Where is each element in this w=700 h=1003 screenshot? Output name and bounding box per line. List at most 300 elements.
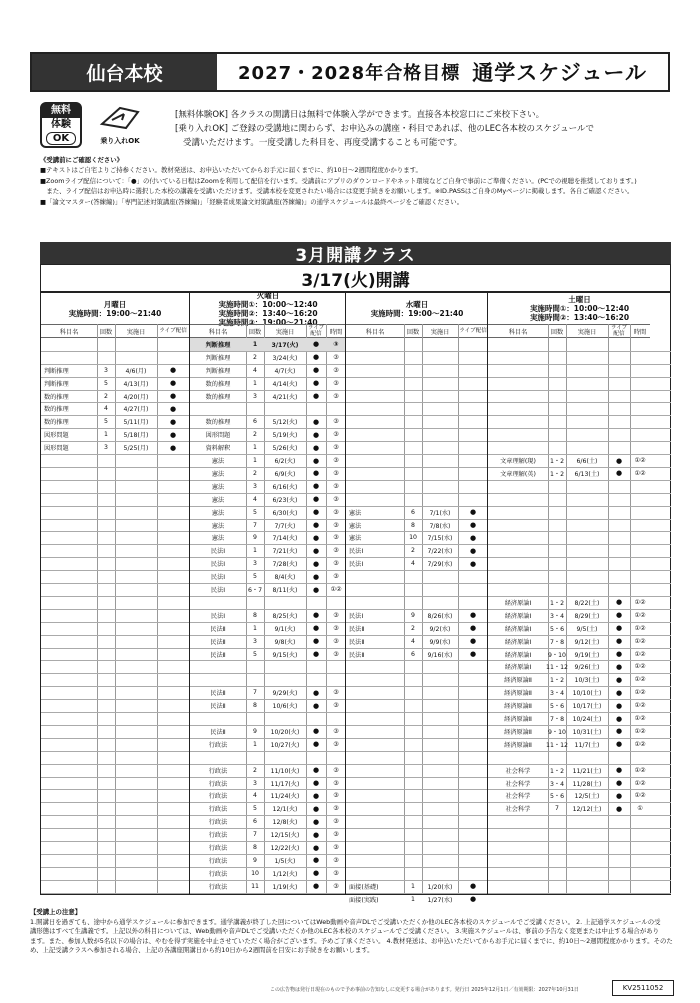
subject-name: 数的推理 [205,419,231,427]
time-slot-mark: ① [637,805,643,813]
live-mark: ● [306,338,326,351]
intro-line: [無料体験OK] 各クラスの開講日は無料で体験入学ができます。直接各本校窓口にご来校下さい。 [175,110,545,120]
schedule-row [41,415,189,428]
live-mark: ● [312,882,320,891]
live-mark: ● [615,637,623,646]
subject-name: 民法Ⅱ [210,638,226,646]
row-line [41,738,189,752]
subject-name: 文章理解(英) [500,470,536,478]
row-line [488,338,671,352]
session-count: 4 [253,366,257,374]
schedule-row [488,725,671,738]
live-mark: ● [312,456,320,465]
live-mark: ● [312,417,320,426]
schedule-row [190,725,346,738]
session-date: 7/22(水) [427,548,453,556]
row-line [41,828,189,842]
subject-name: 数的推理 [44,419,69,427]
session-date: 1/12(火) [272,870,298,878]
schedule-row [488,790,671,803]
live-mark: ● [312,637,320,646]
intro-line: [乗り入れOK] ご登録の受講地に関わらず、お申込みの講座・科目であれば、他のLEC各本校のスケジュールで [175,124,594,134]
subject-name: 憲法 [211,483,225,491]
schedule-row [346,635,488,648]
time-slot-mark: ①② [634,457,646,465]
row-line [346,673,488,687]
session-count: 3・4 [549,780,565,788]
session-date: 9/29(火) [272,690,298,698]
time-slot-mark: ①② [634,740,646,748]
row-line [41,351,189,365]
row-line [346,867,488,881]
row-line [41,583,189,597]
schedule-row [190,867,346,880]
time-slot-mark: ③ [333,444,339,452]
subject-name: 憲法 [349,522,362,530]
live-mark: ● [312,495,320,504]
row-line [346,790,488,804]
row-line [346,738,488,752]
day-name: 水曜日 [405,299,429,309]
day-header-monday [41,293,189,324]
schedule-row [488,764,671,777]
time-slot-mark: ①② [634,689,646,697]
time-slot-mark: ①② [634,598,646,606]
subject-name: 民法Ⅰ [210,612,226,620]
time-slot: 実施時間①：10:00～12:40 [218,299,318,309]
schedule-row [488,738,671,751]
session-date: 3/24(火) [272,354,298,362]
subject-name: 経済原論Ⅱ [504,728,532,736]
schedule-row [190,480,346,493]
time-slot-mark: ③ [333,392,339,400]
session-date: 4/20(月) [123,393,149,401]
row-line [346,441,488,455]
session-date: 9/8(火) [274,638,296,646]
subject-name: 民法Ⅱ [210,625,226,633]
subject-name: 文章理解(現) [500,458,536,466]
subject-name: 数的推理 [205,380,231,388]
schedule-row [190,854,346,867]
row-line [41,673,189,687]
session-count: 7 [253,689,257,697]
session-date: 11/17(火) [270,780,300,788]
time-slot: 実施時間②：13:40～16:20 [529,313,630,322]
subject-name: 数的推理 [44,406,69,414]
row-line [488,428,671,442]
session-date: 7/14(火) [272,535,298,543]
session-date: 11/28(土) [572,780,602,788]
row-line [488,493,671,507]
page-title [217,54,668,90]
document-code: KV2511052 [612,980,674,996]
subject-name: 民法Ⅱ [210,690,226,698]
subject-name: 憲法 [211,535,225,543]
session-count: 1 [411,895,415,903]
time-slot-mark: ③ [333,495,339,503]
schedule-row [190,699,346,712]
schedule-row [488,661,671,674]
footnote-line: め、上記受講クラスへ参加される場合、上記の各講座開講日から約10日から2週間前を目安にお手続きをお願いします。 [30,946,374,955]
time-slot-mark: ①② [634,469,646,477]
live-mark: ● [312,740,320,749]
row-line [41,519,189,533]
time-slot-mark: ③ [333,482,339,490]
subject-name: 面接(実践) [349,896,379,904]
time-slot-mark: ①② [330,586,342,594]
row-line [488,415,671,429]
schedule-row [346,544,488,557]
time-slot-mark: ③ [333,624,339,632]
time-slot-mark: ③ [333,366,339,374]
time-slot-mark: ①② [634,702,646,710]
row-line [41,635,189,649]
badge-free-line2: 体験 [51,119,71,130]
schedule-row [346,609,488,622]
column-header: 回数 [97,324,115,338]
subject-name: 行政法 [208,767,228,775]
time-slot-mark: ①② [634,676,646,684]
subject-name: 経済原論Ⅰ [504,612,532,620]
row-line [346,854,488,868]
subject-name: 資料解釈 [205,445,231,453]
session-count: 11 [251,882,259,890]
subject-name: 経済原論Ⅱ [504,741,532,749]
badge-free-line3: OK [46,132,76,145]
confirm-line: ■テキストはご自宅よりご持参ください。教材発送は、お申込いただいてからお手元に届くまでに、約10日～2週間程度かかります。 [40,166,422,175]
session-date: 8/26(水) [427,612,453,620]
session-date: 10/27(火) [270,741,300,749]
subject-name: 行政法 [208,832,228,840]
row-line [41,802,189,816]
time-slot-mark: ③ [333,573,339,581]
session-count: 9 [253,856,257,864]
column-header: 回数 [548,324,566,338]
day-name: 月曜日 [103,299,127,309]
row-line [346,712,488,726]
session-count: 9 [253,534,257,542]
row-line [488,815,671,829]
schedule-row [190,467,346,480]
schedule-row [488,454,671,467]
row-line [488,570,671,584]
live-mark: ● [312,869,320,878]
schedule-row [190,880,346,893]
live-mark: ● [615,624,623,633]
time-slot-mark: ③ [333,869,339,877]
time-slot-mark: ③ [333,379,339,387]
day-header-wednesday [346,293,488,324]
live-mark: ● [312,830,320,839]
session-date: 9/9(水) [429,638,451,646]
time-slot-mark: ③ [333,689,339,697]
row-line [346,802,488,816]
session-count: 3・4 [549,690,565,698]
session-count: 1 [253,547,257,555]
session-count: 4 [104,405,108,413]
schedule-row [488,686,671,699]
subject-name: 判断推理 [205,354,231,362]
schedule-row [190,519,346,532]
subject-name: 判断推理 [44,380,69,388]
session-date: 10/17(土) [572,703,602,711]
session-count: 4 [253,792,257,800]
row-line [488,403,671,417]
row-line [346,828,488,842]
live-mark: ● [469,611,477,620]
row-line [346,403,488,417]
session-count: 6 [253,418,257,426]
live-mark: ● [312,791,320,800]
live-mark: ● [169,366,177,375]
live-mark: ● [615,740,623,749]
live-mark: ● [469,533,477,542]
subject-name: 憲法 [349,535,362,543]
session-count: 3 [253,482,257,490]
schedule-row [190,777,346,790]
session-date: 11/24(火) [270,793,300,801]
session-date: 1/19(火) [272,883,298,891]
live-mark: ● [615,650,623,659]
schedule-row [41,377,189,390]
subject-name: 判断推理 [205,367,231,375]
live-mark: ● [312,611,320,620]
session-count: 1 [253,379,257,387]
live-mark: ● [312,804,320,813]
row-line [190,712,346,726]
session-date: 7/15(水) [427,535,453,543]
subject-name: 社会科学 [505,767,531,775]
confirm-line: また、ライブ配信はお申込時に選択した本校の講義を受講いただけます。受講本校を変更されたい場合には変更手続きをお願いします。※ID.PASSはご自身のMyページに掲載します。各自ご確認ください。 [40,187,634,196]
row-line [346,364,488,378]
schedule-row [190,648,346,661]
subject-name: 面接(基礎) [349,883,379,891]
time-slot-mark: ③ [333,521,339,529]
row-line [41,609,189,623]
column-header: 回数 [404,324,422,338]
subject-name: 憲法 [211,458,225,466]
session-date: 8/22(土) [574,599,600,607]
row-line [41,686,189,700]
live-mark: ● [312,766,320,775]
schedule-row [190,686,346,699]
schedule-row [190,815,346,828]
confirm-line: ■Zoomライブ配信について：「●」の付いている日程はZoomを利用して配信を行います。受講前にアプリのダウンロードやネット環境などご自身で事前にご準備ください。(PCでの視聴を推奨しております。) [40,176,637,185]
row-line [41,467,189,481]
row-line [346,841,488,855]
time-slot-mark: ③ [333,805,339,813]
session-count: 3 [104,366,108,374]
time-slot-mark: ①② [634,792,646,800]
session-date: 12/8(火) [272,819,298,827]
schedule-row [190,622,346,635]
row-line [346,815,488,829]
footer-legal: この広告物は発行日現在のもので予め事前の告知なしに変更する場合があります。発行日 2025年12月1日／有効期限：2027年10月31日 [270,987,579,993]
schedule-row [190,790,346,803]
subject-name: 民法Ⅰ [210,548,226,556]
row-line [346,725,488,739]
row-line [41,596,189,610]
row-line [488,841,671,855]
column-header: 実施日 [422,324,458,338]
row-line [488,867,671,881]
column-header: ライブ配信 [307,325,325,337]
schedule-row [488,802,671,815]
subject-name: 社会科学 [505,806,531,814]
session-count: 2 [253,431,257,439]
schedule-row [346,648,488,661]
live-mark: ● [469,624,477,633]
subject-name: 民法Ⅰ [210,574,226,582]
live-mark: ● [615,779,623,788]
subject-name: 憲法 [211,522,225,530]
time-slot: 実施時間③：19:00～21:40 [218,317,318,327]
schedule-row [190,764,346,777]
intro-line: 受講いただけます。一度受講した科目を、再度受講することも可能です。 [183,138,463,148]
class-banner: 3月開講クラス [40,242,671,264]
session-date: 4/6(月) [125,367,147,375]
row-line [41,661,189,675]
session-count: 1・2 [549,470,565,478]
schedule-row [190,544,346,557]
schedule-row [190,583,346,596]
session-date: 9/12(土) [574,638,600,646]
time-slot-mark: ①② [634,727,646,735]
schedule-row [41,428,189,441]
session-count: 7・8 [549,638,565,646]
row-line [41,493,189,507]
row-line [346,390,488,404]
session-count: 5 [253,508,257,516]
schedule-row [488,596,671,609]
session-date: 5/19(火) [272,432,298,440]
live-mark: ● [615,791,623,800]
time-slot-mark: ①② [634,650,646,658]
live-mark: ● [615,469,623,478]
session-count: 1 [253,740,257,748]
time-slot: 実施時間②：13:40～16:20 [218,308,318,318]
time-slot-mark: ③ [333,534,339,542]
column-header: 時間 [326,324,346,338]
page-header [30,52,670,92]
live-mark: ● [312,366,320,375]
session-date: 6/23(火) [272,496,298,504]
row-line [41,648,189,662]
session-date: 4/27(月) [123,406,149,414]
schedule-row [190,415,346,428]
schedule-row [488,622,671,635]
session-count: 2 [104,392,108,400]
session-count: 2 [411,547,415,555]
live-mark: ● [312,379,320,388]
time-slot-mark: ③ [333,740,339,748]
session-date: 10/20(火) [270,728,300,736]
session-date: 9/1(火) [274,625,296,633]
row-line [41,841,189,855]
live-mark: ● [169,379,177,388]
session-count: 5・6 [549,793,565,801]
live-mark: ● [469,637,477,646]
session-date: 3/17(火) [264,338,306,351]
day-column-tuesday [189,290,346,894]
live-mark: ● [312,559,320,568]
session-count: 2 [411,624,415,632]
session-count: 9 [253,727,257,735]
session-count: 9・10 [548,651,566,659]
subject-name: 行政法 [208,819,228,827]
row-line [41,622,189,636]
session-date: 6/30(火) [272,509,298,517]
schedule-row [41,390,189,403]
subject-name: 民法Ⅰ [210,587,226,595]
subject-name: 民法Ⅱ [210,703,226,711]
row-line [488,519,671,533]
schedule-row [190,532,346,545]
live-mark: ● [615,675,623,684]
live-mark: ● [615,766,623,775]
session-date: 7/29(水) [427,561,453,569]
session-count: 5 [104,418,108,426]
session-date: 9/5(土) [576,625,598,633]
time-slot-mark: ③ [333,560,339,568]
live-mark: ● [312,430,320,439]
row-line [41,506,189,520]
schedule-title: 通学スケジュール [472,61,647,85]
session-count: 5・6 [549,703,565,711]
footnote-line: 1.開講日を過ぎても、途中から通学スケジュールに参加できます。通学講義が終了した回についてはWeb動画や音声DLでご受講いただくか他のLEC各本校のスケジュールでご受講ください。 2. 上記通学スケジュールの受 [30,917,661,926]
row-line [346,686,488,700]
subject-name: 行政法 [208,870,228,878]
schedule-row [190,506,346,519]
row-line [346,428,488,442]
live-mark: ● [312,727,320,736]
session-count: 1 [253,624,257,632]
time-slot: 実施時間：19:00～21:40 [370,308,464,318]
session-count: 4 [411,637,415,645]
schedule-row [190,428,346,441]
footnotes-heading: 【受講上の注意】 [30,908,82,916]
row-line [346,596,488,610]
row-line [41,880,189,894]
subject-name: 行政法 [208,793,228,801]
schedule-row [488,467,671,480]
session-count: 8 [253,611,257,619]
live-mark: ● [312,521,320,530]
schedule-row [190,390,346,403]
live-mark: ● [615,662,623,671]
live-mark: ● [312,392,320,401]
time-slot-mark: ③ [326,338,346,351]
session-count: 4 [411,560,415,568]
session-date: 9/16(水) [427,651,453,659]
row-line [41,712,189,726]
time-slot-mark: ③ [333,882,339,890]
schedule-row [488,635,671,648]
live-mark: ● [312,856,320,865]
session-date: 10/10(土) [572,690,602,698]
session-count: 6 [253,818,257,826]
subject-name: 経済原論Ⅰ [504,599,532,607]
live-mark: ● [312,650,320,659]
row-line [41,777,189,791]
row-line [346,764,488,778]
session-count: 7・8 [549,716,565,724]
column-header: 科目名 [41,324,97,338]
start-date-banner: 3/17(火)開講 [40,264,671,292]
row-line [346,415,488,429]
ride-in-label: 乗り入れOK [100,137,140,145]
schedule-row [190,841,346,854]
